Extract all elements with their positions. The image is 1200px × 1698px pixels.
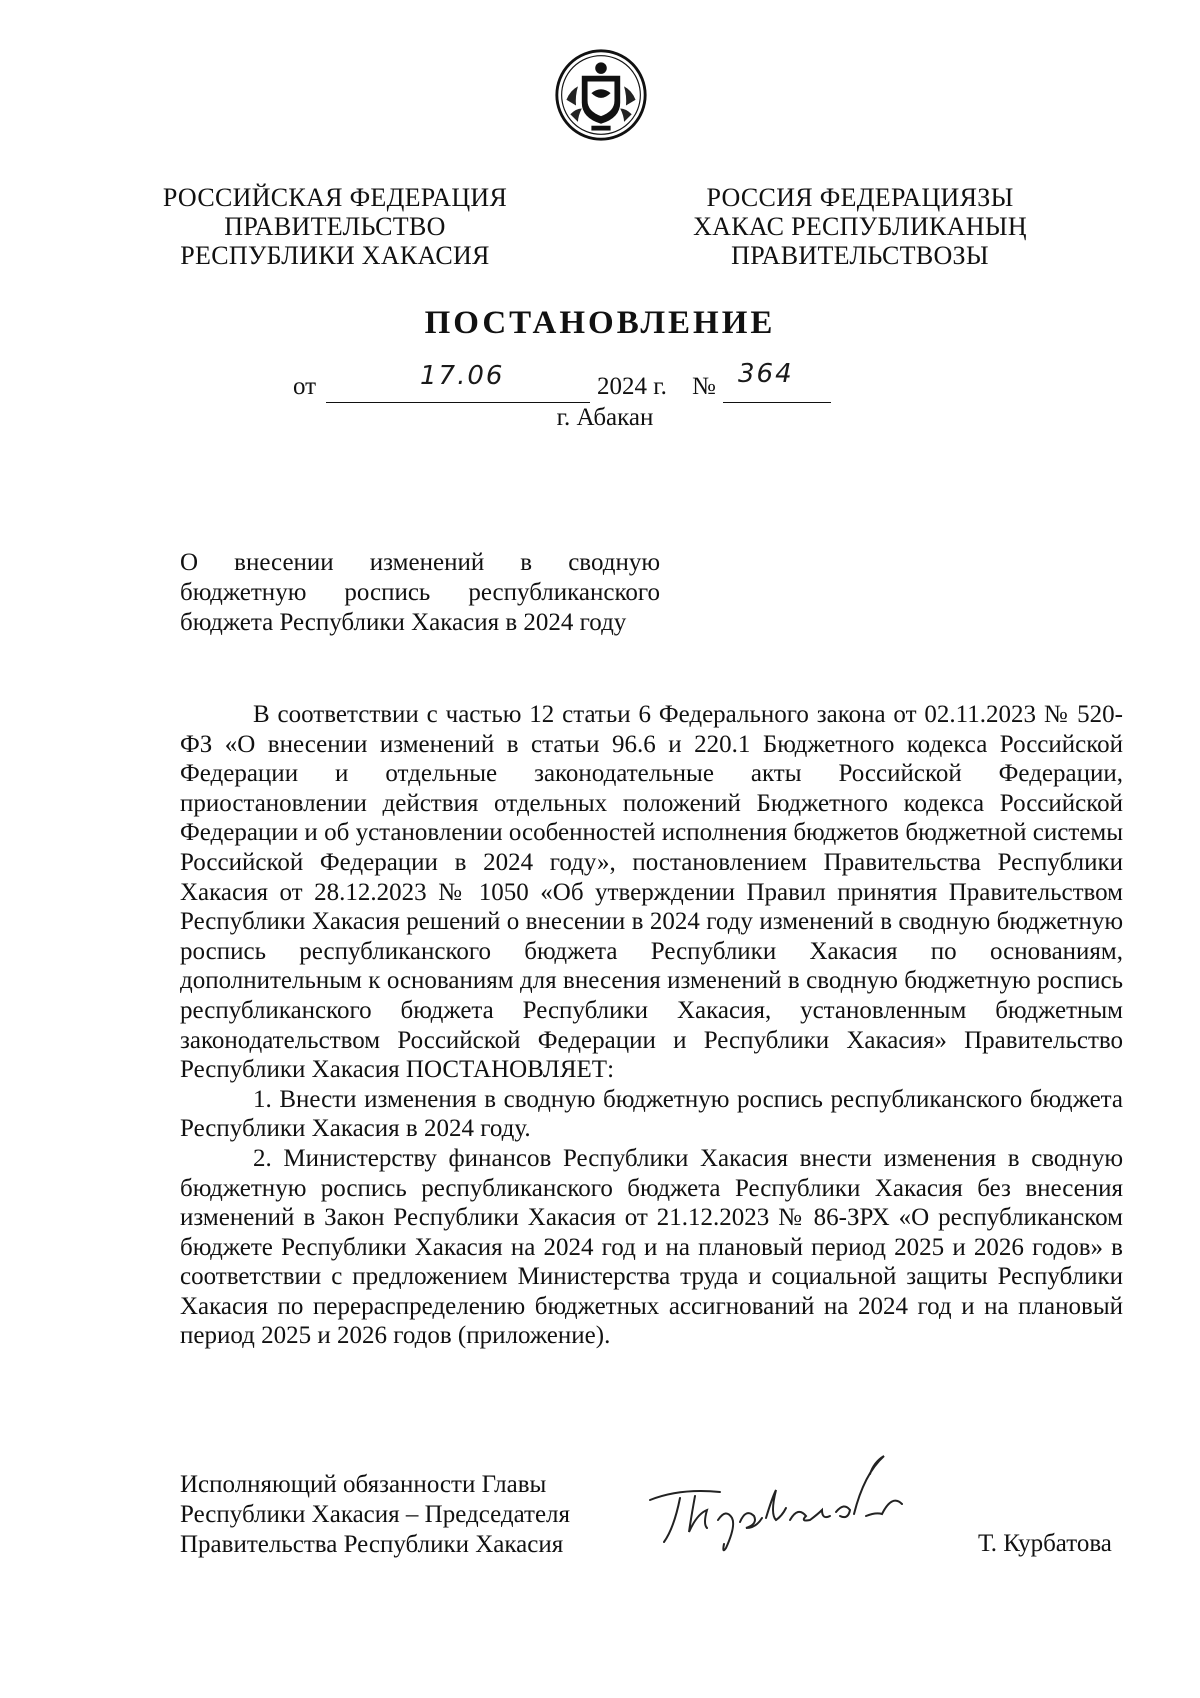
header-right-line-2: ХАКАС РЕСПУБЛИКАНЫҢ	[693, 212, 1027, 241]
document-title: ПОСТАНОВЛЕНИЕ	[424, 305, 776, 341]
city-name: г. Абакан	[556, 404, 654, 431]
header-right-block	[690, 183, 1030, 270]
signatory-position	[180, 1470, 570, 1560]
date-number-line	[0, 359, 1200, 405]
header-left-line-3: РЕСПУБЛИКИ ХАКАСИЯ	[180, 241, 490, 270]
number-handwritten: 364	[738, 359, 794, 389]
date-underline	[326, 402, 590, 403]
subject-line-2: бюджетную роспись республиканского	[180, 579, 660, 606]
number-underline	[723, 402, 831, 403]
signatory-position-line-2: Республики Хакасия – Председателя	[180, 1501, 571, 1528]
signer-name: Т. Курбатова	[978, 1530, 1112, 1557]
header-left-line-2: ПРАВИТЕЛЬСТВО	[224, 212, 446, 241]
body-intro-paragraph: В соответствии с частью 12 статьи 6 Федерального закона от 02.11.2023 № 520-ФЗ «О внесении изменений в статьи 96.6 и 220.1 Бюджетного кодекса Российской Федерации и отдельные законодательные акты Российской Федерации, приостановлении действия отдельных положений Бюджетного кодекса Российской Федерации и об установлении особенностей исполнения бюджетов бюджетной системы Российской Федерации в 2024 году», постановлением Правительства Республики Хакасия от 28.12.2023 № 1050 «Об утверждении Правил принятия Правительством Республики Хакасия решений о внесении в 2024 году изменений в сводную бюджетную роспись республиканского бюджета Республики Хакасия по основаниям, дополнительным к основаниям для внесения изменений в сводную бюджетную роспись республиканского бюджета Республики Хакасия, установленным бюджетным законодательством Российской Федерации и Республики Хакасия» Правительство Республики Хакасия ПОСТАНОВЛЯЕТ:	[180, 701, 1123, 1084]
number-label: №	[692, 373, 716, 400]
subject-block	[180, 548, 660, 638]
document-body	[180, 700, 1123, 1351]
coat-of-arms-emblem	[553, 47, 649, 143]
header-right-line-3: ПРАВИТЕЛЬСТВОЗЫ	[731, 241, 989, 270]
body-item-1: 1. Внести изменения в сводную бюджетную роспись республиканского бюджета Республики Хакасия в 2024 году.	[180, 1085, 1123, 1143]
header-left-block	[160, 183, 510, 270]
subject-line-3: бюджета Республики Хакасия в 2024 году	[180, 609, 627, 636]
header-right-line-1: РОССИЯ ФЕДЕРАЦИЯЗЫ	[706, 183, 1014, 212]
body-item-2: 2. Министерству финансов Республики Хакасия внести изменения в сводную бюджетную роспись республиканского бюджета Республики Хакасия без внесения изменений в Закон Республики Хакасия от 21.12.2023 № 86-ЗРХ «О республиканском бюджете Республики Хакасия на 2024 год и на плановый период 2025 и 2026 годов» в соответствии с предложением Министерства труда и социальной защиты Республики Хакасия по перераспределению бюджетных ассигнований на 2024 год и на плановый период 2025 и 2026 годов (приложение).	[180, 1144, 1123, 1350]
handwritten-signature	[640, 1450, 920, 1560]
signatory-position-line-1: Исполняющий обязанности Главы	[180, 1471, 547, 1498]
header-left-line-1: РОССИЙСКАЯ ФЕДЕРАЦИЯ	[162, 183, 508, 212]
signatory-position-line-3: Правительства Республики Хакасия	[180, 1531, 564, 1558]
subject-line-1: О внесении изменений в сводную	[180, 549, 660, 576]
date-handwritten: 17.06	[420, 361, 505, 391]
date-year: 2024 г.	[597, 373, 667, 400]
date-from-label: от	[293, 373, 317, 400]
